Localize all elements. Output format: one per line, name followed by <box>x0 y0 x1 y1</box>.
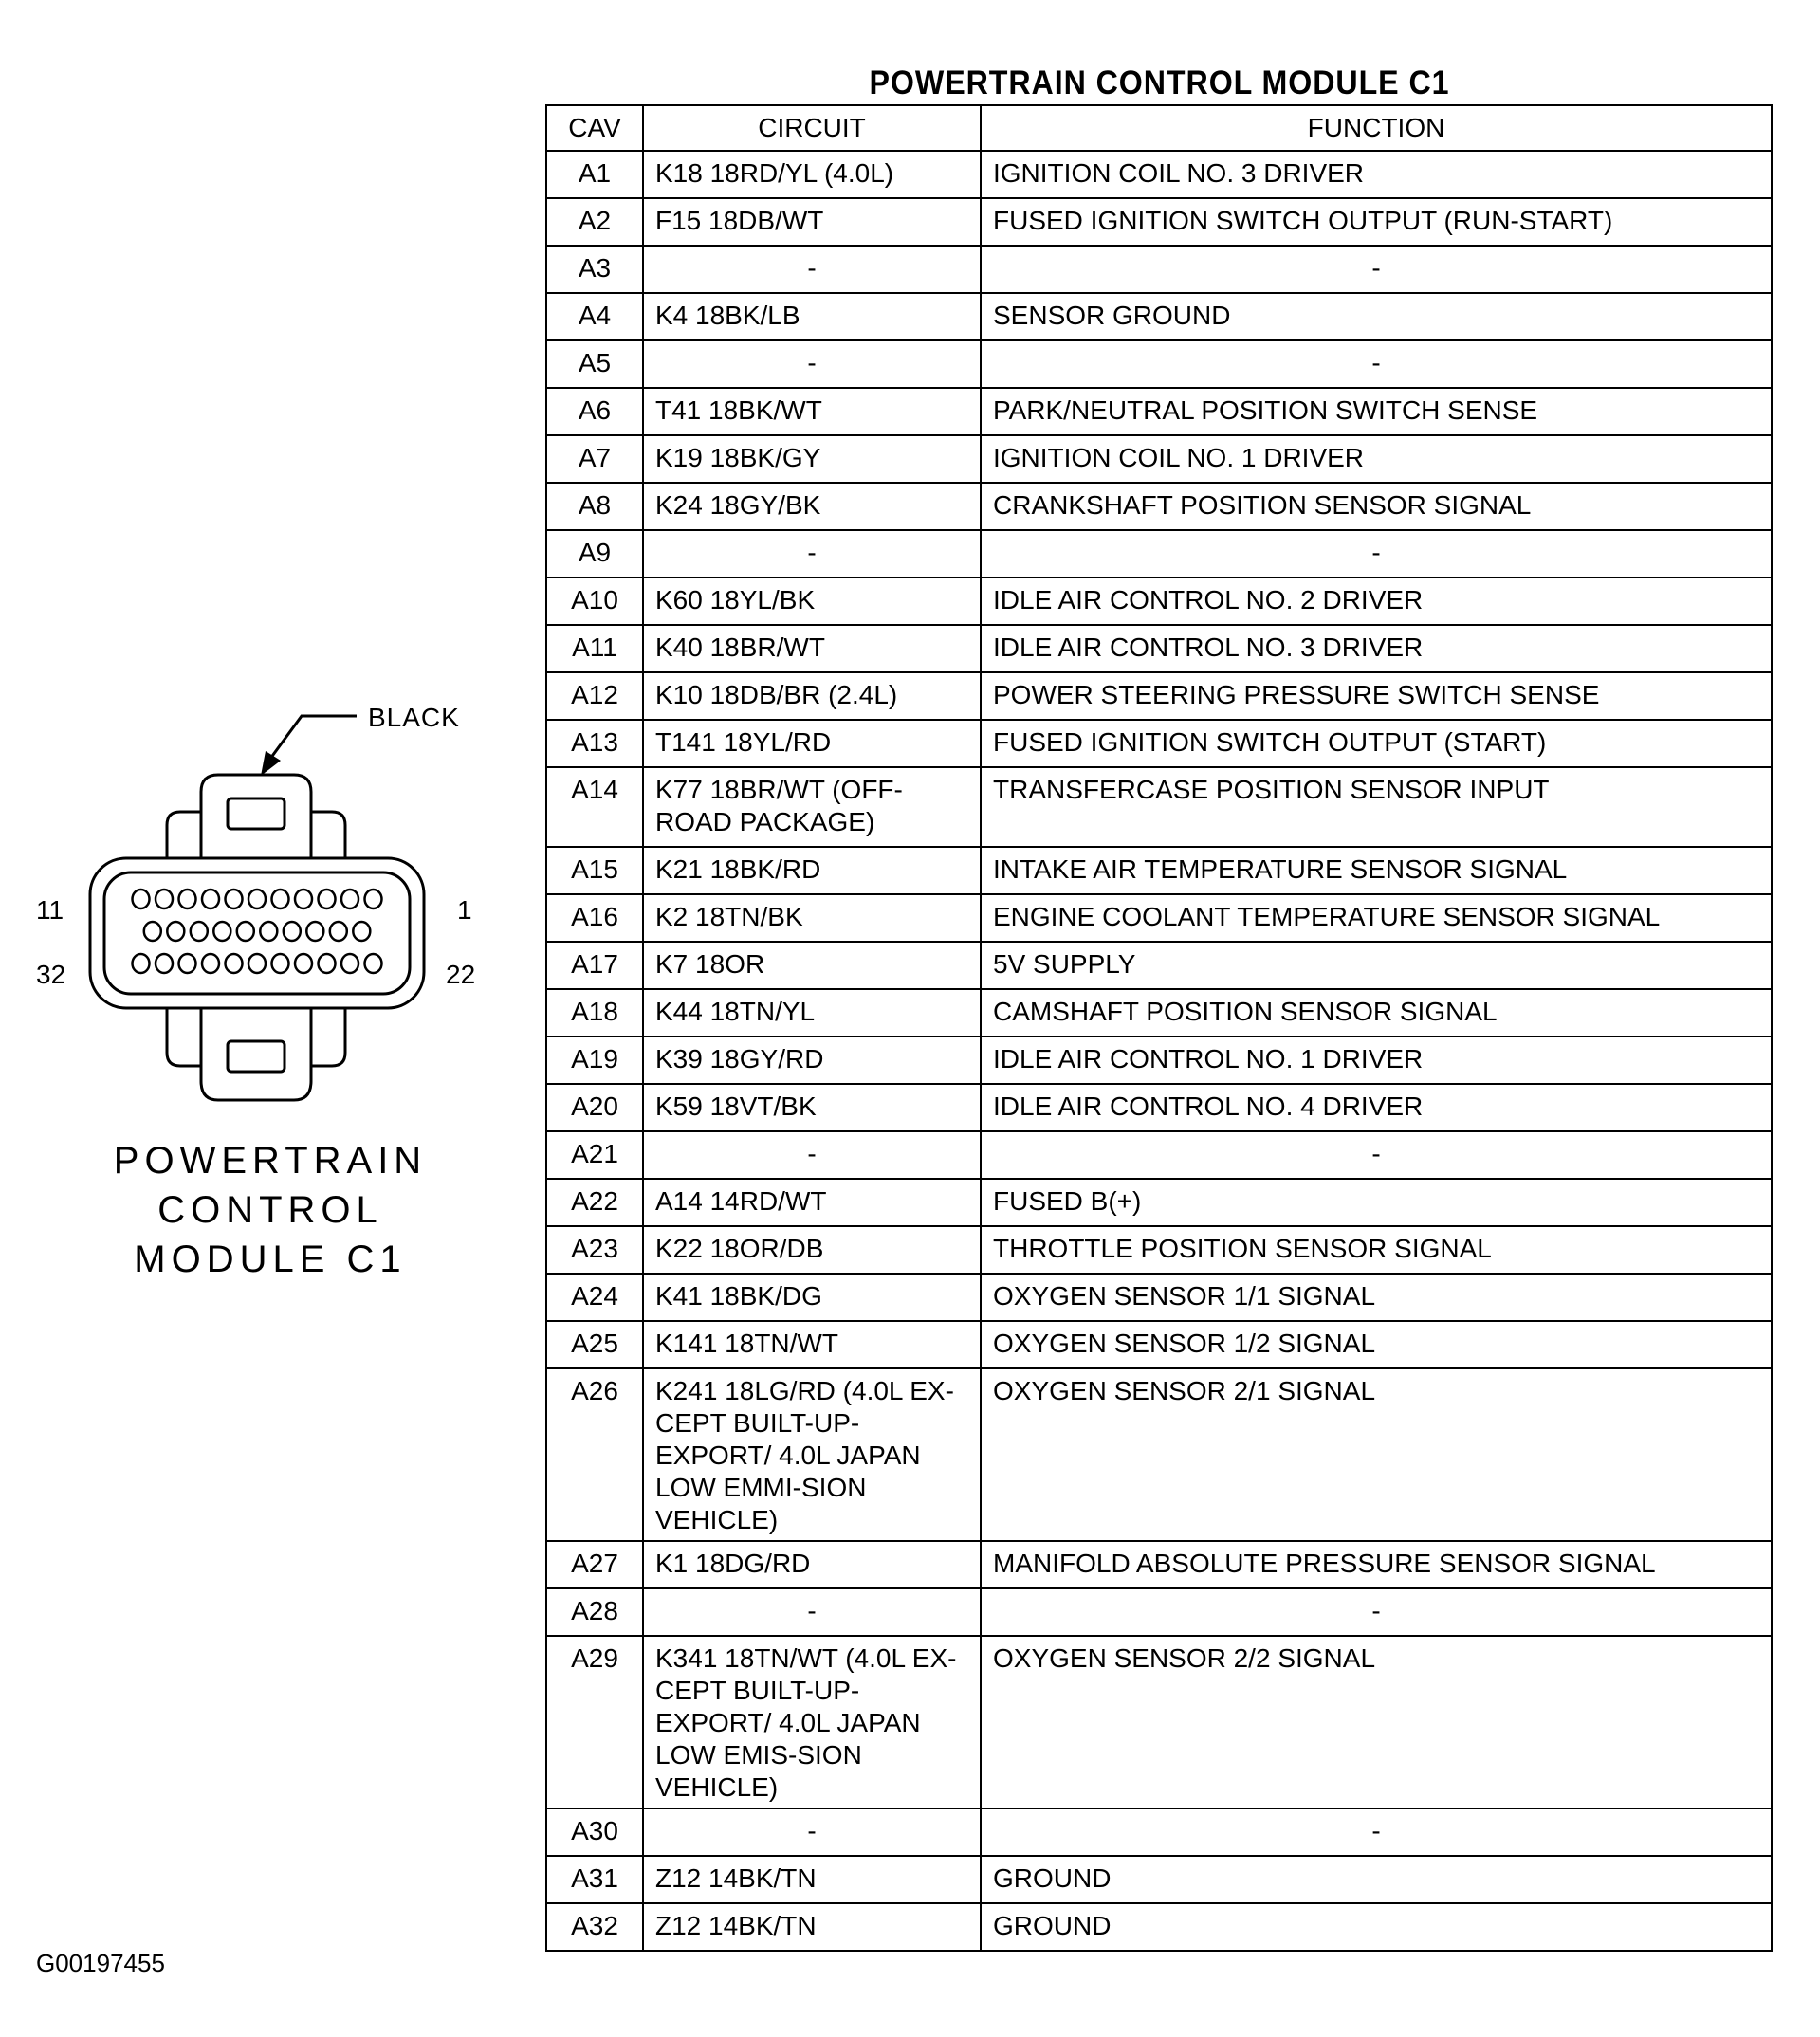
cav-cell: A6 <box>546 388 643 435</box>
cav-cell: A18 <box>546 989 643 1037</box>
function-cell: - <box>981 1588 1772 1636</box>
pin-cavity <box>284 922 301 941</box>
table-row <box>546 767 1772 847</box>
table-row <box>546 1321 1772 1368</box>
circuit-cell: T41 18BK/WT <box>643 388 981 435</box>
table-body <box>546 151 1772 1951</box>
table-row <box>546 1856 1772 1903</box>
connector-caption <box>76 1136 465 1284</box>
function-cell: PARK/NEUTRAL POSITION SWITCH SENSE <box>981 388 1772 435</box>
circuit-cell: K4 18BK/LB <box>643 293 981 340</box>
function-cell: OXYGEN SENSOR 2/2 SIGNAL <box>981 1636 1772 1808</box>
cav-cell: A25 <box>546 1321 643 1368</box>
function-cell: IGNITION COIL NO. 3 DRIVER <box>981 151 1772 198</box>
header-circuit: CIRCUIT <box>643 105 981 151</box>
caption-line-3: MODULE C1 <box>134 1239 407 1280</box>
cav-cell: A21 <box>546 1131 643 1179</box>
cav-cell: A15 <box>546 847 643 894</box>
cav-cell: A22 <box>546 1179 643 1226</box>
table-row <box>546 435 1772 483</box>
caption-line-1: POWERTRAIN <box>113 1140 428 1182</box>
pin-cavity <box>319 954 336 973</box>
pin-cavity <box>133 890 150 908</box>
table-header-row <box>546 105 1772 151</box>
circuit-cell: T141 18YL/RD <box>643 720 981 767</box>
cav-cell: A8 <box>546 483 643 530</box>
table-row <box>546 1037 1772 1084</box>
circuit-cell: - <box>643 246 981 293</box>
function-cell: GROUND <box>981 1856 1772 1903</box>
table-title: POWERTRAIN CONTROL MODULE C1 <box>869 64 1450 101</box>
pin-cavity <box>202 954 219 973</box>
cav-cell: A23 <box>546 1226 643 1274</box>
pin-cavity <box>295 890 312 908</box>
circuit-cell: F15 18DB/WT <box>643 198 981 246</box>
table-row <box>546 1179 1772 1226</box>
circuit-cell: - <box>643 1588 981 1636</box>
table-row <box>546 625 1772 672</box>
table-row <box>546 1368 1772 1541</box>
table-row <box>546 1084 1772 1131</box>
pin-label-1: 1 <box>457 895 472 925</box>
cav-cell: A12 <box>546 672 643 720</box>
pin-cavity <box>365 890 382 908</box>
pin-cavity <box>248 890 266 908</box>
pin-cavity <box>156 954 173 973</box>
cav-cell: A3 <box>546 246 643 293</box>
pin-cavity <box>330 922 347 941</box>
function-cell: POWER STEERING PRESSURE SWITCH SENSE <box>981 672 1772 720</box>
function-cell: SENSOR GROUND <box>981 293 1772 340</box>
pin-cavity <box>179 890 196 908</box>
table-row <box>546 388 1772 435</box>
connector-body <box>90 858 424 1008</box>
cav-cell: A9 <box>546 530 643 578</box>
pin-cavity <box>319 890 336 908</box>
header-function: FUNCTION <box>981 105 1772 151</box>
pin-cavity <box>156 890 173 908</box>
pin-cavity <box>179 954 196 973</box>
function-cell: CAMSHAFT POSITION SENSOR SIGNAL <box>981 989 1772 1037</box>
function-cell: IGNITION COIL NO. 1 DRIVER <box>981 435 1772 483</box>
function-cell: IDLE AIR CONTROL NO. 3 DRIVER <box>981 625 1772 672</box>
pin-cavity <box>306 922 323 941</box>
pin-cavity <box>167 922 184 941</box>
cav-cell: A19 <box>546 1037 643 1084</box>
circuit-cell: K341 18TN/WT (4.0L EX-CEPT BUILT-UP-EXPORT/ 4.0L JAPAN LOW EMIS-SION VEHICLE) <box>643 1636 981 1808</box>
cav-cell: A11 <box>546 625 643 672</box>
function-cell: OXYGEN SENSOR 2/1 SIGNAL <box>981 1368 1772 1541</box>
cav-cell: A10 <box>546 578 643 625</box>
table-row <box>546 1636 1772 1808</box>
pin-cavity <box>341 954 358 973</box>
pin-cavity <box>365 954 382 973</box>
cav-cell: A27 <box>546 1541 643 1588</box>
pin-cavity <box>341 890 358 908</box>
pin-cavity <box>226 890 243 908</box>
cav-cell: A4 <box>546 293 643 340</box>
table-row <box>546 720 1772 767</box>
black-callout-label: BLACK <box>368 703 460 732</box>
pin-cavity <box>144 922 161 941</box>
table-row <box>546 198 1772 246</box>
function-cell: CRANKSHAFT POSITION SENSOR SIGNAL <box>981 483 1772 530</box>
circuit-cell: - <box>643 340 981 388</box>
circuit-cell: - <box>643 1808 981 1856</box>
function-cell: IDLE AIR CONTROL NO. 4 DRIVER <box>981 1084 1772 1131</box>
function-cell: TRANSFERCASE POSITION SENSOR INPUT <box>981 767 1772 847</box>
connector-drawing <box>0 0 569 1328</box>
function-cell: IDLE AIR CONTROL NO. 2 DRIVER <box>981 578 1772 625</box>
pin-cavity <box>237 922 254 941</box>
pin-cavity <box>202 890 219 908</box>
pin-cavity <box>295 954 312 973</box>
pin-label-11: 11 <box>36 895 64 925</box>
circuit-cell: - <box>643 530 981 578</box>
pin-cavity <box>272 954 289 973</box>
circuit-cell: K41 18BK/DG <box>643 1274 981 1321</box>
cav-cell: A31 <box>546 1856 643 1903</box>
circuit-cell: K40 18BR/WT <box>643 625 981 672</box>
function-cell: 5V SUPPLY <box>981 942 1772 989</box>
table-row <box>546 578 1772 625</box>
connector-top-latch <box>201 775 311 858</box>
table-row <box>546 894 1772 942</box>
cav-cell: A2 <box>546 198 643 246</box>
circuit-cell: Z12 14BK/TN <box>643 1903 981 1951</box>
pin-cavity <box>213 922 230 941</box>
cav-cell: A24 <box>546 1274 643 1321</box>
table-row <box>546 1808 1772 1856</box>
circuit-cell: K241 18LG/RD (4.0L EX-CEPT BUILT-UP-EXPORT/ 4.0L JAPAN LOW EMMI-SION VEHICLE) <box>643 1368 981 1541</box>
pin-label-22: 22 <box>446 960 476 989</box>
cav-cell: A14 <box>546 767 643 847</box>
circuit-cell: K59 18VT/BK <box>643 1084 981 1131</box>
table-row <box>546 1131 1772 1179</box>
function-cell: - <box>981 246 1772 293</box>
cav-cell: A26 <box>546 1368 643 1541</box>
table-row <box>546 530 1772 578</box>
table-row <box>546 1274 1772 1321</box>
cav-cell: A1 <box>546 151 643 198</box>
circuit-cell: Z12 14BK/TN <box>643 1856 981 1903</box>
cav-cell: A32 <box>546 1903 643 1951</box>
cav-cell: A29 <box>546 1636 643 1808</box>
table-row <box>546 483 1772 530</box>
function-cell: - <box>981 530 1772 578</box>
connector-bottom-latch <box>201 1008 311 1100</box>
pin-cavities <box>133 890 382 973</box>
function-cell: OXYGEN SENSOR 1/2 SIGNAL <box>981 1321 1772 1368</box>
cav-cell: A7 <box>546 435 643 483</box>
pin-cavity <box>191 922 208 941</box>
circuit-cell: K19 18BK/GY <box>643 435 981 483</box>
caption-line-2: CONTROL <box>157 1189 383 1231</box>
circuit-cell: K10 18DB/BR (2.4L) <box>643 672 981 720</box>
cav-cell: A13 <box>546 720 643 767</box>
pin-cavity <box>272 890 289 908</box>
cav-cell: A16 <box>546 894 643 942</box>
circuit-cell: K77 18BR/WT (OFF-ROAD PACKAGE) <box>643 767 981 847</box>
function-cell: - <box>981 1808 1772 1856</box>
function-cell: - <box>981 1131 1772 1179</box>
function-cell: FUSED IGNITION SWITCH OUTPUT (RUN-START) <box>981 198 1772 246</box>
function-cell: GROUND <box>981 1903 1772 1951</box>
cav-cell: A17 <box>546 942 643 989</box>
table-row <box>546 847 1772 894</box>
table-row <box>546 151 1772 198</box>
table-row <box>546 942 1772 989</box>
circuit-cell: K141 18TN/WT <box>643 1321 981 1368</box>
circuit-cell: K7 18OR <box>643 942 981 989</box>
circuit-cell: K1 18DG/RD <box>643 1541 981 1588</box>
pin-cavity <box>133 954 150 973</box>
function-cell: INTAKE AIR TEMPERATURE SENSOR SIGNAL <box>981 847 1772 894</box>
function-cell: - <box>981 340 1772 388</box>
circuit-cell: K60 18YL/BK <box>643 578 981 625</box>
pin-cavity <box>226 954 243 973</box>
circuit-cell: K39 18GY/RD <box>643 1037 981 1084</box>
table-row <box>546 1541 1772 1588</box>
circuit-cell: K2 18TN/BK <box>643 894 981 942</box>
function-cell: IDLE AIR CONTROL NO. 1 DRIVER <box>981 1037 1772 1084</box>
table-row <box>546 672 1772 720</box>
circuit-cell: K18 18RD/YL (4.0L) <box>643 151 981 198</box>
function-cell: ENGINE COOLANT TEMPERATURE SENSOR SIGNAL <box>981 894 1772 942</box>
cav-cell: A30 <box>546 1808 643 1856</box>
table-row <box>546 1903 1772 1951</box>
function-cell: OXYGEN SENSOR 1/1 SIGNAL <box>981 1274 1772 1321</box>
function-cell: THROTTLE POSITION SENSOR SIGNAL <box>981 1226 1772 1274</box>
table-row <box>546 246 1772 293</box>
pinout-table <box>545 104 1773 1952</box>
function-cell: FUSED B(+) <box>981 1179 1772 1226</box>
circuit-cell: - <box>643 1131 981 1179</box>
function-cell: FUSED IGNITION SWITCH OUTPUT (START) <box>981 720 1772 767</box>
pin-label-32: 32 <box>36 960 66 989</box>
pin-cavity <box>260 922 277 941</box>
table-row <box>546 340 1772 388</box>
header-cav: CAV <box>546 105 643 151</box>
circuit-cell: K44 18TN/YL <box>643 989 981 1037</box>
circuit-cell: K24 18GY/BK <box>643 483 981 530</box>
pin-cavity <box>353 922 370 941</box>
table-row <box>546 989 1772 1037</box>
table-row <box>546 1588 1772 1636</box>
circuit-cell: K21 18BK/RD <box>643 847 981 894</box>
circuit-cell: K22 18OR/DB <box>643 1226 981 1274</box>
table-row <box>546 1226 1772 1274</box>
function-cell: MANIFOLD ABSOLUTE PRESSURE SENSOR SIGNAL <box>981 1541 1772 1588</box>
cav-cell: A20 <box>546 1084 643 1131</box>
reference-code: G00197455 <box>36 1949 165 1977</box>
table-row <box>546 293 1772 340</box>
circuit-cell: A14 14RD/WT <box>643 1179 981 1226</box>
pin-cavity <box>248 954 266 973</box>
cav-cell: A28 <box>546 1588 643 1636</box>
cav-cell: A5 <box>546 340 643 388</box>
